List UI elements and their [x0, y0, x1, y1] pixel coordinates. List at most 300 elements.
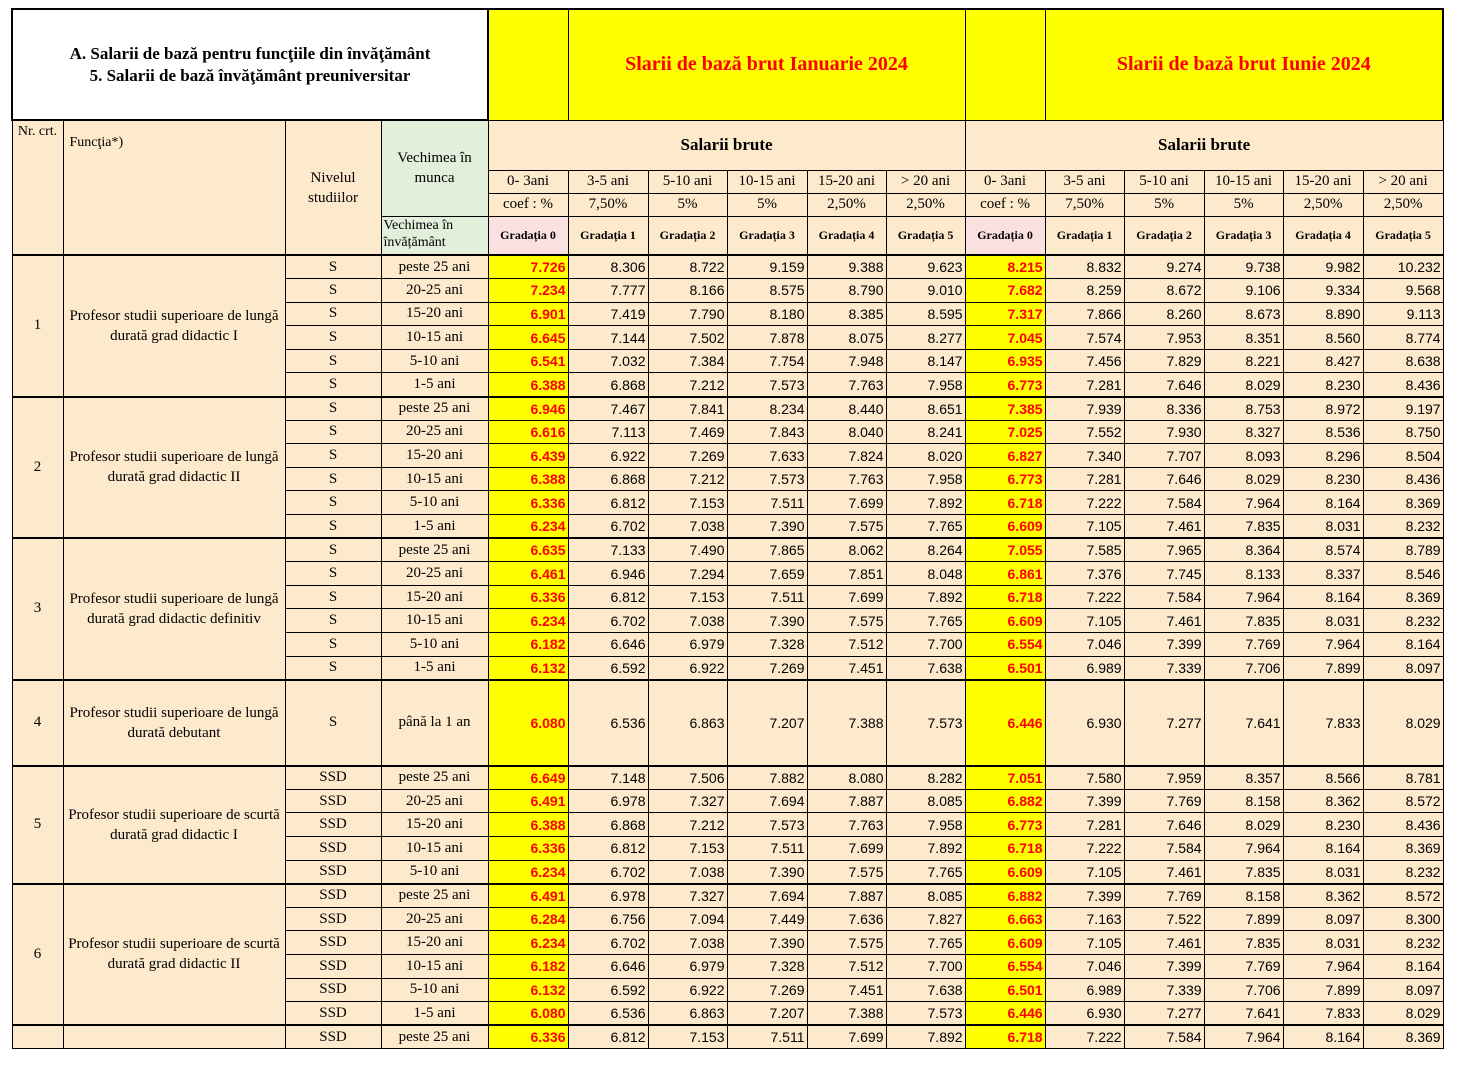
salary-jan-gradatia-5: 8.264 — [886, 538, 965, 562]
salary-jun-gradatia-0: 6.609 — [965, 609, 1045, 633]
vechime: 5-10 ani — [381, 860, 488, 884]
salary-jan-gradatia-0: 6.182 — [488, 954, 568, 978]
salary-jan-gradatia-1: 6.946 — [568, 562, 648, 586]
salary-jun-gradatia-1: 6.930 — [1045, 1002, 1124, 1026]
salary-jun-gradatia-4: 8.164 — [1283, 585, 1363, 609]
nivel-studii: SSD — [285, 860, 381, 884]
salary-jan-gradatia-0: 6.234 — [488, 609, 568, 633]
coef-header-jan-2: 5% — [648, 193, 727, 216]
coef-header-jun-4: 2,50% — [1283, 193, 1363, 216]
header-nivel: Nivelul studiilor — [285, 120, 381, 255]
nivel-studii: S — [285, 538, 381, 562]
header-salarii-brute-jan: Salarii brute — [488, 120, 965, 170]
salary-jan-gradatia-4: 7.388 — [807, 680, 886, 766]
salary-jan-gradatia-4: 7.451 — [807, 978, 886, 1002]
salary-jun-gradatia-5: 8.436 — [1363, 467, 1443, 491]
salary-jun-gradatia-2: 7.646 — [1124, 373, 1204, 397]
nivel-studii: S — [285, 633, 381, 657]
salary-jun-gradatia-2: 7.461 — [1124, 609, 1204, 633]
salary-jan-gradatia-4: 7.575 — [807, 860, 886, 884]
salary-jan-gradatia-4: 7.824 — [807, 444, 886, 468]
function-name: Profesor studii superioare de lungă durată grad didactic I — [63, 255, 285, 397]
range-header-jun-1: 3-5 ani — [1045, 170, 1124, 193]
salary-jan-gradatia-2: 6.979 — [648, 633, 727, 657]
salary-jan-gradatia-1: 6.868 — [568, 467, 648, 491]
salary-jun-gradatia-1: 7.866 — [1045, 302, 1124, 326]
salary-jun-gradatia-5: 8.546 — [1363, 562, 1443, 586]
salary-jan-gradatia-1: 6.756 — [568, 907, 648, 931]
salary-jun-gradatia-4: 8.230 — [1283, 373, 1363, 397]
salary-jan-gradatia-5: 7.892 — [886, 1025, 965, 1049]
salary-jun-gradatia-3: 7.899 — [1204, 907, 1283, 931]
coef-header-jun-2: 5% — [1124, 193, 1204, 216]
salary-jun-gradatia-1: 8.832 — [1045, 255, 1124, 279]
salary-jan-gradatia-4: 7.851 — [807, 562, 886, 586]
salary-jan-gradatia-3: 7.878 — [727, 326, 807, 350]
salary-jun-gradatia-5: 8.097 — [1363, 978, 1443, 1002]
salary-jan-gradatia-0: 7.726 — [488, 255, 568, 279]
salary-jan-gradatia-5: 7.700 — [886, 633, 965, 657]
salary-jun-gradatia-0: 7.055 — [965, 538, 1045, 562]
salary-jun-gradatia-3: 8.364 — [1204, 538, 1283, 562]
salary-jan-gradatia-5: 8.282 — [886, 766, 965, 790]
salary-jan-gradatia-3: 7.390 — [727, 609, 807, 633]
range-header-jun-0: 0- 3ani — [965, 170, 1045, 193]
salary-jan-gradatia-3: 7.882 — [727, 766, 807, 790]
salary-jan-gradatia-2: 7.327 — [648, 884, 727, 908]
salary-jan-gradatia-1: 6.978 — [568, 884, 648, 908]
salary-jan-gradatia-5: 7.765 — [886, 515, 965, 539]
salary-jan-gradatia-2: 7.384 — [648, 349, 727, 373]
salary-jun-gradatia-2: 7.461 — [1124, 515, 1204, 539]
salary-jan-gradatia-1: 6.812 — [568, 836, 648, 860]
table-row — [12, 397, 1443, 421]
salary-jun-gradatia-1: 7.376 — [1045, 562, 1124, 586]
salary-jun-gradatia-5: 9.568 — [1363, 279, 1443, 303]
salary-jun-gradatia-0: 7.682 — [965, 279, 1045, 303]
salary-jun-gradatia-3: 8.673 — [1204, 302, 1283, 326]
table-row — [12, 538, 1443, 562]
salary-jan-gradatia-5: 7.958 — [886, 467, 965, 491]
salary-jan-gradatia-2: 8.166 — [648, 279, 727, 303]
row-number: 5 — [12, 766, 63, 884]
salary-jun-gradatia-4: 8.230 — [1283, 813, 1363, 837]
salary-jan-gradatia-5: 7.700 — [886, 954, 965, 978]
salary-jan-gradatia-1: 7.419 — [568, 302, 648, 326]
nivel-studii: S — [285, 656, 381, 680]
salary-jan-gradatia-2: 7.469 — [648, 420, 727, 444]
salary-jun-gradatia-1: 7.456 — [1045, 349, 1124, 373]
salary-jun-gradatia-5: 8.164 — [1363, 954, 1443, 978]
salary-jun-gradatia-1: 7.222 — [1045, 491, 1124, 515]
vechime: 20-25 ani — [381, 279, 488, 303]
salary-jun-gradatia-3: 7.964 — [1204, 491, 1283, 515]
salary-jun-gradatia-0: 6.773 — [965, 813, 1045, 837]
salary-jun-gradatia-1: 7.222 — [1045, 1025, 1124, 1049]
salary-jan-gradatia-4: 7.699 — [807, 836, 886, 860]
salary-jan-gradatia-3: 7.573 — [727, 813, 807, 837]
nivel-studii: SSD — [285, 931, 381, 955]
salary-jan-gradatia-2: 7.212 — [648, 467, 727, 491]
salary-jun-gradatia-4: 8.031 — [1283, 609, 1363, 633]
table-row — [12, 766, 1443, 790]
salary-jun-gradatia-2: 8.260 — [1124, 302, 1204, 326]
salary-jun-gradatia-2: 7.399 — [1124, 954, 1204, 978]
salary-jun-gradatia-1: 7.340 — [1045, 444, 1124, 468]
salary-jan-gradatia-2: 6.922 — [648, 978, 727, 1002]
salary-jan-gradatia-1: 6.922 — [568, 444, 648, 468]
salary-jun-gradatia-1: 7.222 — [1045, 836, 1124, 860]
salary-jun-gradatia-4: 8.566 — [1283, 766, 1363, 790]
salary-jan-gradatia-0: 6.336 — [488, 491, 568, 515]
salary-jan-gradatia-4: 7.512 — [807, 633, 886, 657]
salary-jun-gradatia-5: 8.232 — [1363, 860, 1443, 884]
salary-jun-gradatia-5: 8.572 — [1363, 789, 1443, 813]
salary-jan-gradatia-2: 7.790 — [648, 302, 727, 326]
nivel-studii: S — [285, 302, 381, 326]
salary-jan-gradatia-1: 7.148 — [568, 766, 648, 790]
vechime: până la 1 an — [381, 680, 488, 766]
coef-header-jun-1: 7,50% — [1045, 193, 1124, 216]
salary-jan-gradatia-1: 7.133 — [568, 538, 648, 562]
salary-jun-gradatia-4: 7.833 — [1283, 680, 1363, 766]
vechime: 10-15 ani — [381, 609, 488, 633]
salary-jan-gradatia-0: 6.946 — [488, 397, 568, 421]
salary-jan-gradatia-1: 6.812 — [568, 585, 648, 609]
salary-jan-gradatia-3: 7.511 — [727, 585, 807, 609]
salary-jan-gradatia-1: 6.868 — [568, 373, 648, 397]
salary-jun-gradatia-4: 8.574 — [1283, 538, 1363, 562]
salary-jun-gradatia-3: 8.093 — [1204, 444, 1283, 468]
salary-jun-gradatia-2: 7.646 — [1124, 467, 1204, 491]
salary-jun-gradatia-5: 8.781 — [1363, 766, 1443, 790]
salary-jan-gradatia-5: 7.892 — [886, 585, 965, 609]
salary-jan-gradatia-2: 6.922 — [648, 656, 727, 680]
gradatia-header-jan-5: Gradația 5 — [886, 216, 965, 255]
salary-jun-gradatia-2: 7.584 — [1124, 491, 1204, 515]
vechime: 5-10 ani — [381, 633, 488, 657]
salary-jan-gradatia-3: 7.511 — [727, 836, 807, 860]
gradatia-header-jun-0: Gradația 0 — [965, 216, 1045, 255]
salary-jan-gradatia-0: 6.649 — [488, 766, 568, 790]
salary-jun-gradatia-1: 6.989 — [1045, 656, 1124, 680]
nivel-studii: S — [285, 420, 381, 444]
salary-jan-gradatia-1: 6.702 — [568, 860, 648, 884]
salary-jan-gradatia-3: 7.754 — [727, 349, 807, 373]
row-number — [12, 1025, 63, 1049]
salary-jun-gradatia-5: 8.369 — [1363, 491, 1443, 515]
salary-jun-gradatia-2: 7.959 — [1124, 766, 1204, 790]
nivel-studii: S — [285, 444, 381, 468]
salary-jun-gradatia-3: 7.835 — [1204, 609, 1283, 633]
salary-jan-gradatia-3: 8.234 — [727, 397, 807, 421]
salary-jun-gradatia-1: 7.580 — [1045, 766, 1124, 790]
nivel-studii: S — [285, 373, 381, 397]
salary-jan-gradatia-2: 7.490 — [648, 538, 727, 562]
salary-jan-gradatia-4: 7.887 — [807, 789, 886, 813]
salary-jun-gradatia-1: 7.585 — [1045, 538, 1124, 562]
salary-jun-gradatia-5: 8.436 — [1363, 373, 1443, 397]
nivel-studii: S — [285, 680, 381, 766]
salary-jun-gradatia-3: 8.327 — [1204, 420, 1283, 444]
salary-jun-gradatia-0: 6.554 — [965, 633, 1045, 657]
salary-jun-gradatia-1: 7.222 — [1045, 585, 1124, 609]
salary-jun-gradatia-5: 8.232 — [1363, 931, 1443, 955]
salary-jan-gradatia-5: 7.765 — [886, 931, 965, 955]
salary-jun-gradatia-2: 7.461 — [1124, 860, 1204, 884]
nivel-studii: S — [285, 397, 381, 421]
salary-jun-gradatia-0: 6.718 — [965, 585, 1045, 609]
gradatia-header-jan-2: Gradația 2 — [648, 216, 727, 255]
range-header-jun-3: 10-15 ani — [1204, 170, 1283, 193]
salary-jan-gradatia-1: 7.113 — [568, 420, 648, 444]
salary-jun-gradatia-4: 8.164 — [1283, 491, 1363, 515]
salary-jan-gradatia-3: 7.659 — [727, 562, 807, 586]
salary-jun-gradatia-2: 7.339 — [1124, 656, 1204, 680]
salary-jan-gradatia-0: 6.388 — [488, 373, 568, 397]
salary-jan-gradatia-2: 7.841 — [648, 397, 727, 421]
salary-jan-gradatia-2: 7.294 — [648, 562, 727, 586]
salary-jan-gradatia-3: 7.449 — [727, 907, 807, 931]
salary-jun-gradatia-1: 7.046 — [1045, 954, 1124, 978]
salary-jun-gradatia-3: 8.029 — [1204, 373, 1283, 397]
salary-jun-gradatia-0: 6.609 — [965, 931, 1045, 955]
vechime: 5-10 ani — [381, 491, 488, 515]
nivel-studii: SSD — [285, 766, 381, 790]
salary-jan-gradatia-0: 6.336 — [488, 836, 568, 860]
salary-jun-gradatia-1: 7.281 — [1045, 813, 1124, 837]
salary-jun-gradatia-3: 8.158 — [1204, 884, 1283, 908]
salary-jan-gradatia-3: 7.511 — [727, 491, 807, 515]
salary-jan-gradatia-2: 7.153 — [648, 1025, 727, 1049]
salary-jan-gradatia-4: 8.075 — [807, 326, 886, 350]
salary-jan-gradatia-3: 7.573 — [727, 373, 807, 397]
salary-jan-gradatia-3: 7.843 — [727, 420, 807, 444]
nivel-studii: SSD — [285, 1002, 381, 1026]
salary-jun-gradatia-5: 8.232 — [1363, 515, 1443, 539]
salary-jun-gradatia-0: 7.051 — [965, 766, 1045, 790]
salary-jan-gradatia-3: 7.694 — [727, 789, 807, 813]
header-nr: Nr. crt. — [12, 120, 63, 255]
salary-jun-gradatia-4: 8.031 — [1283, 860, 1363, 884]
salary-jun-gradatia-3: 8.133 — [1204, 562, 1283, 586]
salary-jun-gradatia-2: 7.584 — [1124, 1025, 1204, 1049]
salary-jun-gradatia-4: 7.833 — [1283, 1002, 1363, 1026]
nivel-studii: S — [285, 326, 381, 350]
salary-jan-gradatia-2: 7.212 — [648, 813, 727, 837]
range-header-jan-5: > 20 ani — [886, 170, 965, 193]
salary-jun-gradatia-2: 9.274 — [1124, 255, 1204, 279]
salary-jun-gradatia-1: 7.939 — [1045, 397, 1124, 421]
salary-jun-gradatia-0: 6.609 — [965, 515, 1045, 539]
range-header-jun-5: > 20 ani — [1363, 170, 1443, 193]
salary-jun-gradatia-1: 6.989 — [1045, 978, 1124, 1002]
salary-jun-gradatia-2: 7.277 — [1124, 1002, 1204, 1026]
salary-jun-gradatia-1: 7.281 — [1045, 467, 1124, 491]
salary-jan-gradatia-1: 6.592 — [568, 656, 648, 680]
salary-jun-gradatia-5: 8.774 — [1363, 326, 1443, 350]
salary-jun-gradatia-4: 7.899 — [1283, 978, 1363, 1002]
salary-jan-gradatia-0: 6.439 — [488, 444, 568, 468]
salary-jun-gradatia-2: 7.745 — [1124, 562, 1204, 586]
table-title — [12, 9, 488, 120]
salary-jun-gradatia-4: 8.362 — [1283, 884, 1363, 908]
salary-jun-gradatia-2: 7.769 — [1124, 789, 1204, 813]
nivel-studii: S — [285, 585, 381, 609]
salary-jun-gradatia-4: 8.164 — [1283, 836, 1363, 860]
table-row — [12, 255, 1443, 279]
salary-jan-gradatia-0: 6.901 — [488, 302, 568, 326]
salary-jun-gradatia-0: 6.501 — [965, 978, 1045, 1002]
salary-jan-gradatia-4: 7.887 — [807, 884, 886, 908]
salary-jun-gradatia-2: 7.584 — [1124, 836, 1204, 860]
salary-jun-gradatia-2: 7.965 — [1124, 538, 1204, 562]
vechime: 1-5 ani — [381, 373, 488, 397]
range-header-jun-4: 15-20 ani — [1283, 170, 1363, 193]
salary-jun-gradatia-5: 8.029 — [1363, 1002, 1443, 1026]
salary-jan-gradatia-1: 7.777 — [568, 279, 648, 303]
salary-jan-gradatia-5: 7.765 — [886, 860, 965, 884]
salary-jun-gradatia-2: 8.672 — [1124, 279, 1204, 303]
salary-jun-gradatia-1: 7.163 — [1045, 907, 1124, 931]
salary-jun-gradatia-5: 8.369 — [1363, 585, 1443, 609]
salary-jan-gradatia-5: 8.020 — [886, 444, 965, 468]
header-vechime-inv: Vechimea în învățământ — [381, 216, 488, 255]
function-name: Profesor studii superioare de lungă durată grad didactic definitiv — [63, 538, 285, 680]
salary-jan-gradatia-5: 7.958 — [886, 813, 965, 837]
salary-jun-gradatia-4: 8.337 — [1283, 562, 1363, 586]
header-functia: Funcţia*) — [63, 120, 285, 255]
salary-jan-gradatia-5: 8.651 — [886, 397, 965, 421]
salary-jan-gradatia-1: 6.592 — [568, 978, 648, 1002]
salary-jun-gradatia-5: 8.369 — [1363, 836, 1443, 860]
salary-jan-gradatia-0: 6.080 — [488, 680, 568, 766]
salary-jun-gradatia-4: 8.890 — [1283, 302, 1363, 326]
vechime: 20-25 ani — [381, 789, 488, 813]
salary-jun-gradatia-5: 10.232 — [1363, 255, 1443, 279]
salary-jan-gradatia-0: 6.491 — [488, 884, 568, 908]
salary-jan-gradatia-0: 6.635 — [488, 538, 568, 562]
salary-jan-gradatia-2: 7.506 — [648, 766, 727, 790]
coef-header-jan-4: 2,50% — [807, 193, 886, 216]
coef-header-jun-0: coef : % — [965, 193, 1045, 216]
salary-jan-gradatia-5: 8.241 — [886, 420, 965, 444]
salary-jan-gradatia-4: 7.575 — [807, 515, 886, 539]
salary-jun-gradatia-4: 7.964 — [1283, 954, 1363, 978]
salary-jan-gradatia-3: 7.207 — [727, 680, 807, 766]
title-line-2: 5. Salarii de bază învăţământ preuniversitar — [89, 65, 411, 85]
salary-jan-gradatia-3: 7.694 — [727, 884, 807, 908]
title-line-1: A. Salarii de bază pentru funcţiile din învăţământ — [69, 43, 431, 63]
vechime: 10-15 ani — [381, 326, 488, 350]
salary-jan-gradatia-1: 8.306 — [568, 255, 648, 279]
yellow-spacer-jan — [488, 9, 568, 120]
salary-jan-gradatia-5: 7.638 — [886, 656, 965, 680]
salary-jan-gradatia-2: 7.269 — [648, 444, 727, 468]
salary-jun-gradatia-4: 8.164 — [1283, 1025, 1363, 1049]
salary-jun-gradatia-3: 7.964 — [1204, 585, 1283, 609]
salary-jan-gradatia-2: 7.153 — [648, 491, 727, 515]
vechime: 15-20 ani — [381, 585, 488, 609]
salary-jan-gradatia-1: 6.536 — [568, 1002, 648, 1026]
coef-header-jun-3: 5% — [1204, 193, 1283, 216]
salary-jun-gradatia-1: 7.399 — [1045, 884, 1124, 908]
salary-jan-gradatia-2: 7.094 — [648, 907, 727, 931]
salary-jun-gradatia-3: 7.769 — [1204, 954, 1283, 978]
salary-jun-gradatia-0: 7.025 — [965, 420, 1045, 444]
salary-jan-gradatia-0: 6.388 — [488, 467, 568, 491]
salary-jun-gradatia-1: 7.105 — [1045, 515, 1124, 539]
salary-jun-gradatia-3: 8.753 — [1204, 397, 1283, 421]
gradatia-header-jan-4: Gradația 4 — [807, 216, 886, 255]
salary-jun-gradatia-4: 8.972 — [1283, 397, 1363, 421]
nivel-studii: S — [285, 255, 381, 279]
salary-jan-gradatia-2: 7.502 — [648, 326, 727, 350]
nivel-studii: SSD — [285, 907, 381, 931]
salary-jun-gradatia-3: 8.221 — [1204, 349, 1283, 373]
salary-jan-gradatia-4: 7.636 — [807, 907, 886, 931]
salary-jan-gradatia-0: 7.234 — [488, 279, 568, 303]
range-header-jan-3: 10-15 ani — [727, 170, 807, 193]
salary-jan-gradatia-0: 6.132 — [488, 978, 568, 1002]
salary-jan-gradatia-5: 7.573 — [886, 680, 965, 766]
salary-jun-gradatia-0: 7.317 — [965, 302, 1045, 326]
salary-jun-gradatia-5: 9.113 — [1363, 302, 1443, 326]
salary-jun-gradatia-0: 6.718 — [965, 836, 1045, 860]
gradatia-header-jun-3: Gradația 3 — [1204, 216, 1283, 255]
coef-header-jan-1: 7,50% — [568, 193, 648, 216]
nivel-studii: SSD — [285, 789, 381, 813]
gradatia-header-jan-0: Gradația 0 — [488, 216, 568, 255]
salary-jun-gradatia-5: 9.197 — [1363, 397, 1443, 421]
salary-jan-gradatia-5: 8.048 — [886, 562, 965, 586]
salary-jan-gradatia-0: 6.461 — [488, 562, 568, 586]
coef-header-jan-0: coef : % — [488, 193, 568, 216]
salary-jan-gradatia-3: 7.328 — [727, 954, 807, 978]
nivel-studii: SSD — [285, 978, 381, 1002]
nivel-studii: SSD — [285, 884, 381, 908]
salary-jun-gradatia-0: 6.773 — [965, 373, 1045, 397]
salary-jun-gradatia-5: 8.750 — [1363, 420, 1443, 444]
salary-jan-gradatia-0: 6.284 — [488, 907, 568, 931]
salary-jan-gradatia-3: 7.269 — [727, 656, 807, 680]
vechime: 15-20 ani — [381, 444, 488, 468]
salary-jan-gradatia-1: 6.702 — [568, 609, 648, 633]
salary-jan-gradatia-3: 7.633 — [727, 444, 807, 468]
salary-jan-gradatia-1: 7.144 — [568, 326, 648, 350]
salary-jan-gradatia-3: 7.390 — [727, 931, 807, 955]
salary-table — [11, 8, 1444, 1049]
salary-jun-gradatia-5: 8.369 — [1363, 1025, 1443, 1049]
vechime: 15-20 ani — [381, 931, 488, 955]
salary-jan-gradatia-5: 8.085 — [886, 789, 965, 813]
salary-jan-gradatia-0: 6.645 — [488, 326, 568, 350]
yellow-spacer-jun — [965, 9, 1045, 120]
salary-jan-gradatia-5: 8.277 — [886, 326, 965, 350]
salary-jun-gradatia-4: 8.097 — [1283, 907, 1363, 931]
salary-jan-gradatia-1: 6.702 — [568, 931, 648, 955]
salary-jan-gradatia-2: 7.038 — [648, 609, 727, 633]
gradatia-header-jan-1: Gradația 1 — [568, 216, 648, 255]
salary-jun-gradatia-0: 6.882 — [965, 789, 1045, 813]
salary-jan-gradatia-4: 8.062 — [807, 538, 886, 562]
salary-jan-gradatia-4: 8.080 — [807, 766, 886, 790]
salary-jan-gradatia-2: 6.863 — [648, 680, 727, 766]
nivel-studii: S — [285, 349, 381, 373]
salary-jun-gradatia-3: 7.641 — [1204, 1002, 1283, 1026]
salary-jun-gradatia-2: 7.277 — [1124, 680, 1204, 766]
period-june: Slarii de bază brut Iunie 2024 — [1045, 9, 1443, 120]
